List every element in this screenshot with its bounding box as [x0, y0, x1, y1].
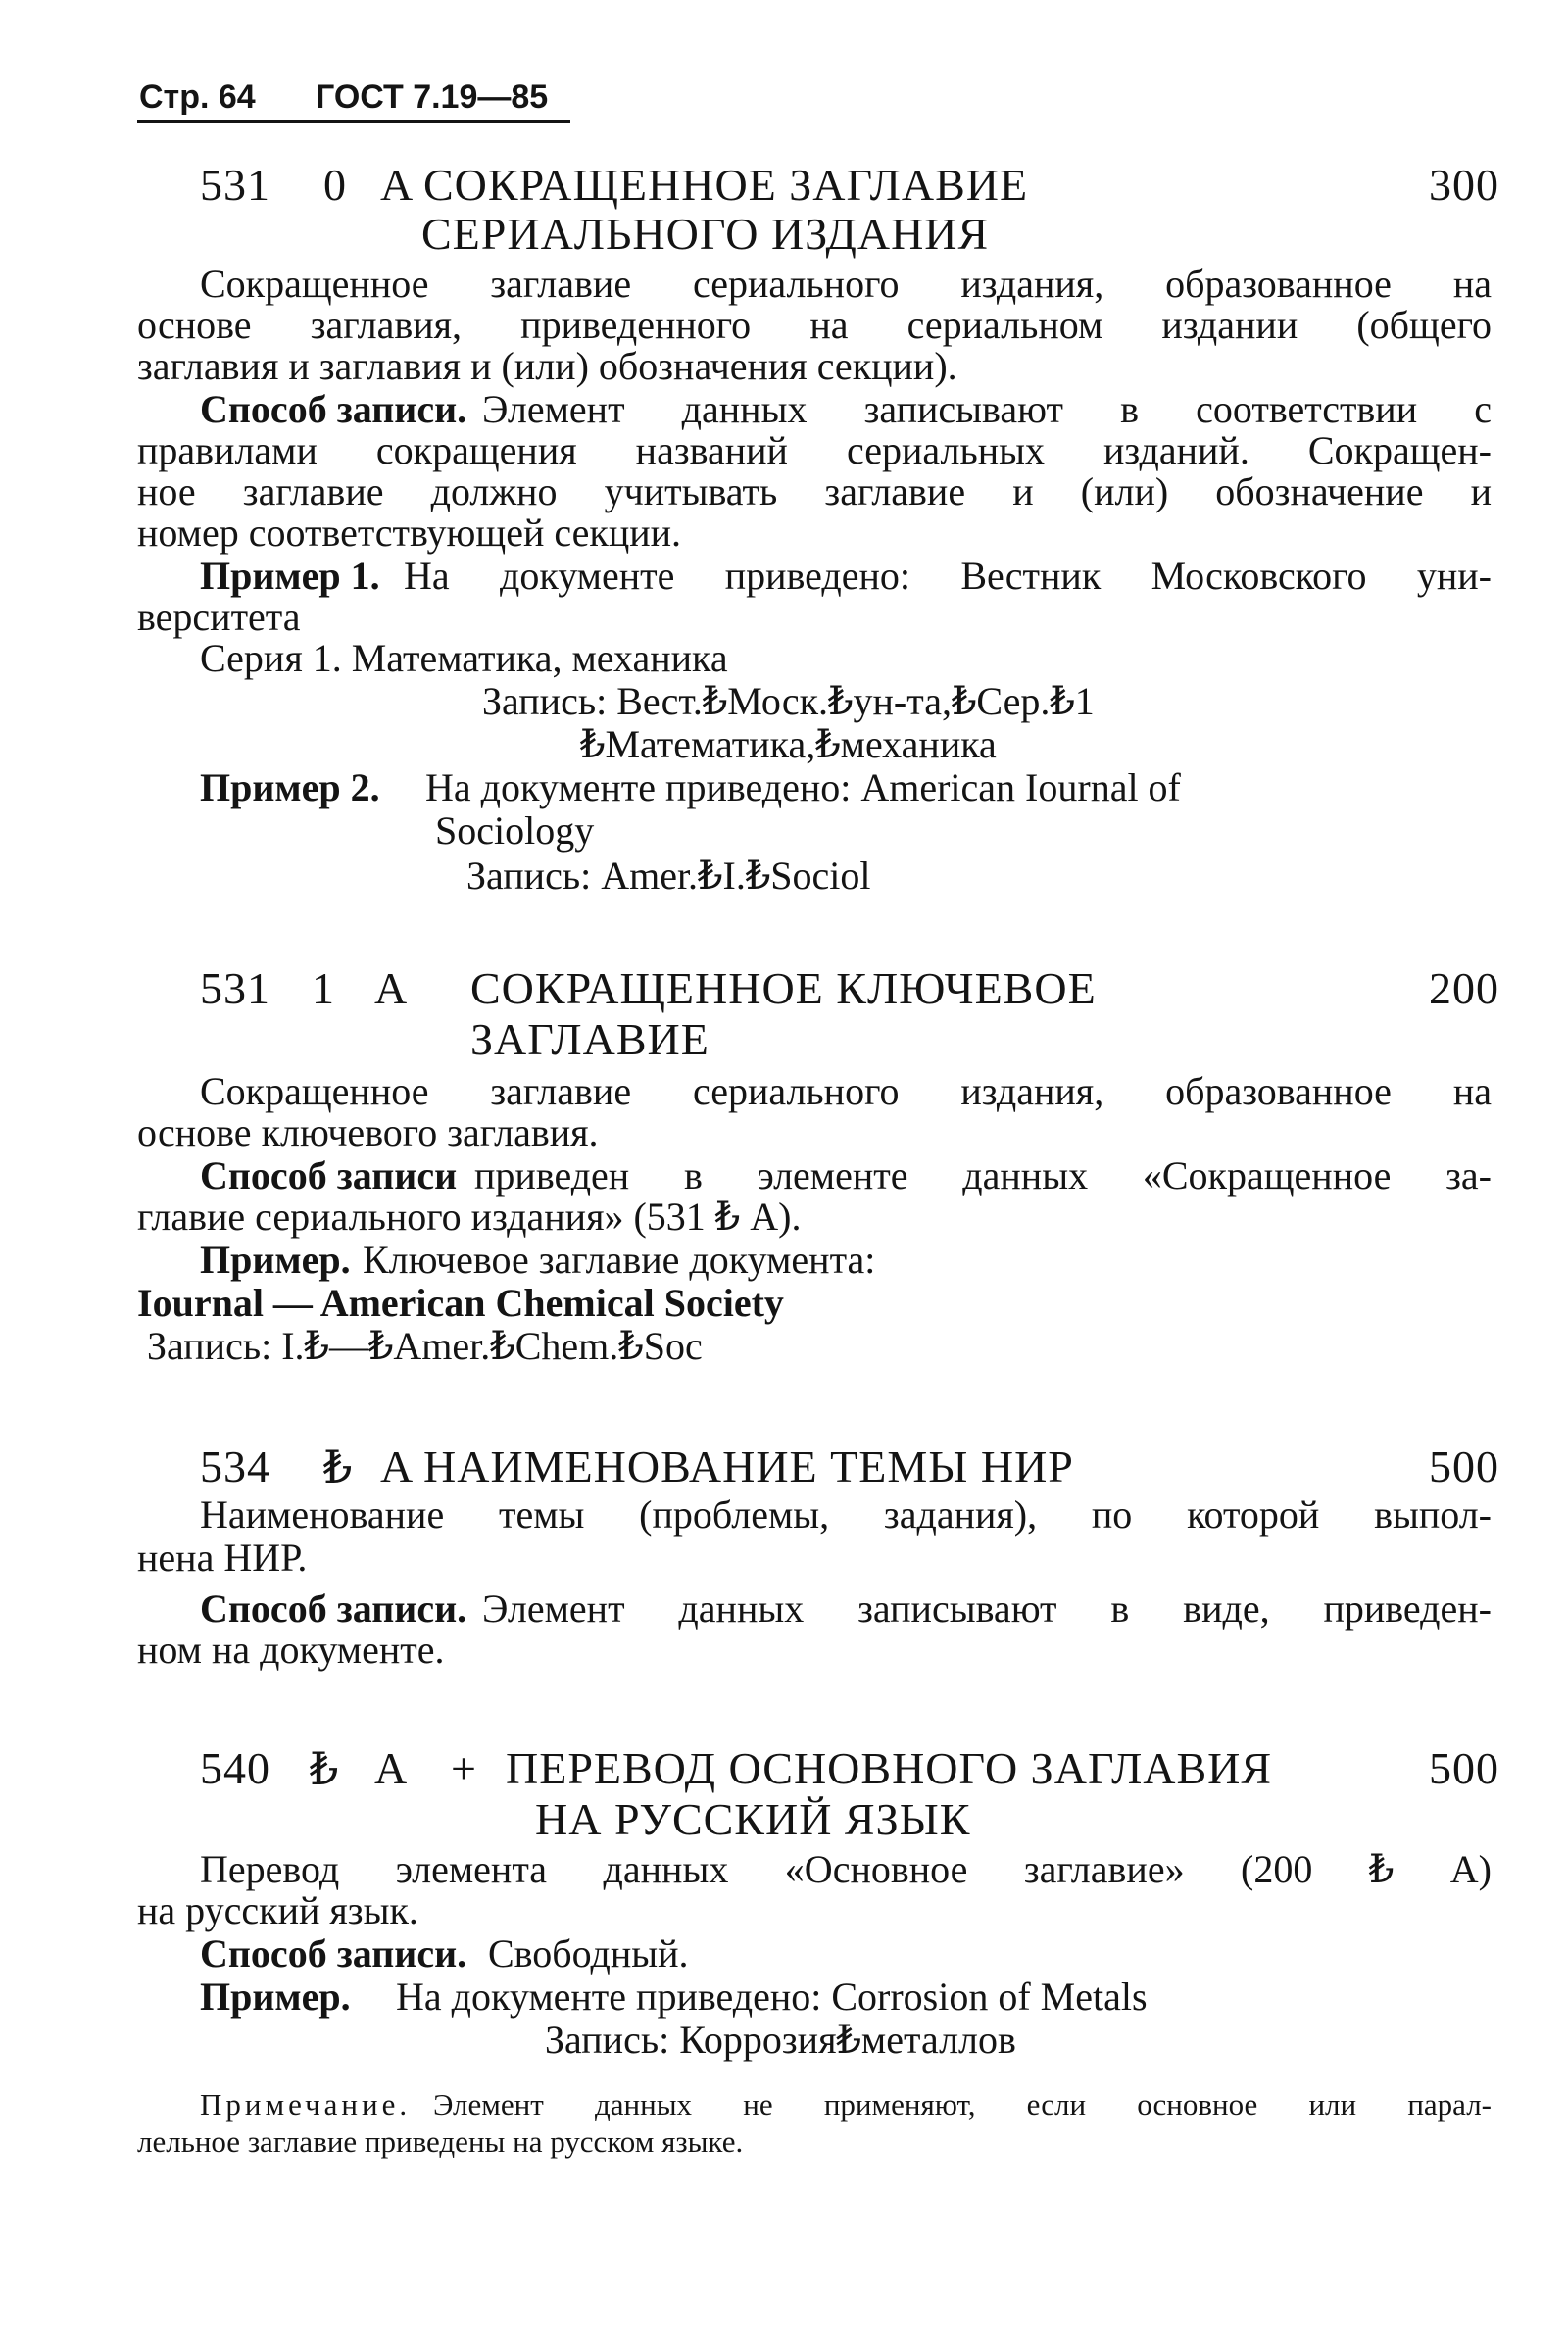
s2-example-line2: Iournal — American Chemical Society — [137, 1281, 784, 1325]
s4-example-text: На документе приведено: Corrosion of Metals — [396, 1975, 1148, 2019]
s4-indicator-1: ₺ — [310, 1744, 340, 1794]
note-label: Примечание. — [200, 2087, 412, 2122]
s1-length: 300 — [1429, 160, 1499, 210]
s1-method-label: Способ записи. — [200, 387, 467, 431]
s2-example-text: Ключевое заглавие документа: — [363, 1238, 876, 1282]
s1-example2-label: Пример 2. — [200, 765, 380, 809]
s1-desc-line1: Сокращенное заглавие сериального издания, образованное на — [200, 262, 1492, 306]
s4-plus-sign: + — [451, 1743, 477, 1793]
s3-indicator-2: A — [380, 1441, 415, 1491]
s1-example2-record: Запись: Amer.₺I.₺Sociol — [466, 854, 871, 898]
s1-field-number: 531 — [200, 160, 270, 210]
s4-title-line2: НА РУССКИЙ ЯЗЫК — [535, 1794, 971, 1844]
s4-desc-line1: Перевод элемента данных «Основное заглавие» (200 ₺ A) — [200, 1847, 1492, 1891]
s2-example-record: Запись: I.₺—₺Amer.₺Chem.₺Soc — [147, 1324, 703, 1368]
s2-method-line1 — [200, 1152, 1492, 1198]
s1-example1-record2: ₺Математика,₺механика — [580, 722, 997, 766]
s1-method-line4: номер соответствующей секции. — [137, 511, 682, 555]
s2-method-line2: главие сериального издания» (531 ₺ A). — [137, 1195, 802, 1239]
s1-indicator-2: A — [380, 160, 415, 210]
page-number: Стр. 64 — [139, 78, 256, 116]
s3-method-line1 — [200, 1586, 1492, 1632]
s3-method-line2: ном на документе. — [137, 1628, 445, 1672]
s4-example-record: Запись: Коррозия₺металлов — [545, 2018, 1016, 2062]
s1-example2-line2: Sociology — [435, 808, 595, 853]
s3-length: 500 — [1429, 1441, 1499, 1491]
s1-method-line2: правилами сокращения названий сериальных изданий. Сокращен- — [137, 428, 1492, 472]
s2-method-text: приведен в элементе данных «Сокращенное за- — [474, 1153, 1492, 1197]
s2-indicator-1: 1 — [312, 963, 335, 1013]
s3-title-line1: НАИМЕНОВАНИЕ ТЕМЫ НИР — [423, 1441, 1074, 1491]
s4-length: 500 — [1429, 1743, 1499, 1793]
s1-method-text: Элемент данных записывают в соответствии с — [482, 387, 1492, 431]
s2-indicator-2: A — [374, 963, 409, 1013]
s4-title-line1: ПЕРЕВОД ОСНОВНОГО ЗАГЛАВИЯ — [506, 1743, 1273, 1793]
s2-desc-line2: основе ключевого заглавия. — [137, 1110, 599, 1154]
s1-example1-line1 — [200, 553, 1492, 599]
s4-method-label: Способ записи. — [200, 1931, 467, 1976]
s1-example1-record1: Запись: Вест.₺Моск.₺ун-та,₺Сер.₺1 — [482, 679, 1095, 723]
s2-length: 200 — [1429, 963, 1499, 1013]
s2-desc-line1: Сокращенное заглавие сериального издания, образованное на — [200, 1069, 1492, 1113]
note-line1 — [200, 2087, 1492, 2122]
s2-example-label: Пример. — [200, 1238, 351, 1282]
s1-example1-line2: верситета — [137, 595, 301, 639]
s4-example-label: Пример. — [200, 1975, 351, 2019]
s3-field-number: 534 — [200, 1441, 270, 1491]
s3-method-label: Способ записи. — [200, 1586, 467, 1631]
s1-title-line1: СОКРАЩЕННОЕ ЗАГЛАВИЕ — [423, 160, 1029, 210]
s1-example2-text: На документе приведено: American Iournal of — [425, 765, 1181, 809]
s1-example1-text: На документе приведено: Вестник Московского уни- — [404, 554, 1492, 598]
s2-title-line2: ЗАГЛАВИЕ — [470, 1014, 710, 1064]
s2-title-line1: СОКРАЩЕННОЕ КЛЮЧЕВОЕ — [470, 963, 1097, 1013]
s1-title-line2: СЕРИАЛЬНОГО ИЗДАНИЯ — [421, 209, 990, 259]
standard-code: ГОСТ 7.19—85 — [316, 78, 549, 116]
s1-example1-label: Пример 1. — [200, 554, 380, 598]
note-line2: лельное заглавие приведены на русском языке. — [137, 2124, 744, 2159]
s1-indicator-1: 0 — [323, 160, 347, 210]
s3-method-text: Элемент данных записывают в виде, приведен- — [482, 1586, 1492, 1631]
s4-field-number: 540 — [200, 1743, 270, 1793]
s1-example1-line3: Серия 1. Математика, механика — [200, 636, 728, 680]
s1-desc-line2: основе заглавия, приведенного на сериальном издании (общего — [137, 303, 1492, 347]
s1-desc-line3: заглавия и заглавия и (или) обозначения секции). — [137, 344, 957, 388]
s3-desc-line2: нена НИР. — [137, 1536, 308, 1580]
s2-field-number: 531 — [200, 963, 270, 1013]
s1-method-line1 — [200, 386, 1492, 432]
header-rule — [137, 120, 570, 123]
s1-method-line3: ное заглавие должно учитывать заглавие и (или) обозначение и — [137, 469, 1492, 513]
s2-method-label: Способ записи — [200, 1153, 458, 1197]
s4-desc-line2: на русский язык. — [137, 1888, 418, 1932]
s3-desc-line1: Наименование темы (проблемы, задания), по которой выпол- — [200, 1492, 1492, 1537]
s3-indicator-1: ₺ — [323, 1442, 354, 1492]
s4-method-text: Свободный. — [488, 1931, 689, 1976]
note-text: Элемент данных не применяют, если основное или парал- — [433, 2087, 1492, 2122]
s4-indicator-2: A — [374, 1743, 409, 1793]
